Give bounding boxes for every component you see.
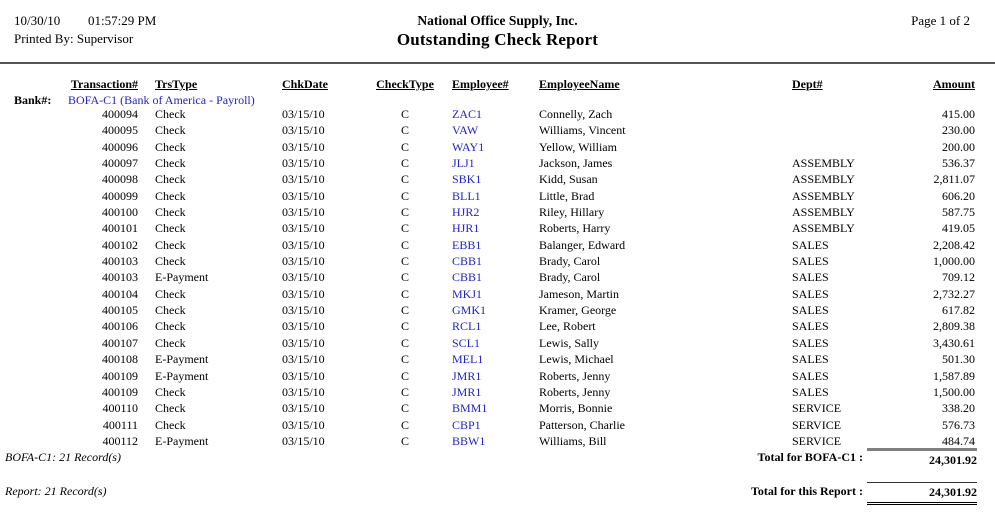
- check-type: C: [400, 172, 409, 187]
- department: SALES: [792, 384, 829, 399]
- check-date: 03/15/10: [282, 417, 325, 432]
- employee-name: Jackson, James: [539, 156, 613, 171]
- table-row: [0, 368, 995, 384]
- check-type: C: [400, 123, 409, 138]
- employee-number-link[interactable]: GMK1: [452, 303, 487, 318]
- department: SALES: [792, 286, 829, 301]
- employee-name: Kramer, George: [539, 303, 617, 318]
- trs-type: Check: [155, 335, 186, 350]
- check-type: C: [400, 401, 409, 416]
- table-rows: [0, 106, 995, 449]
- employee-number-link[interactable]: SCL1: [452, 335, 481, 350]
- check-date: 03/15/10: [282, 221, 325, 236]
- page-number: Page 1 of 2: [911, 13, 970, 28]
- department: SALES: [792, 270, 829, 285]
- bank-record-count: BOFA-C1: 21 Record(s): [5, 450, 121, 464]
- trs-type: Check: [155, 205, 186, 220]
- report-record-count: Report: 21 Record(s): [5, 484, 107, 498]
- trs-type: Check: [155, 123, 186, 138]
- trs-type: Check: [155, 254, 186, 269]
- transaction-number: 400112: [102, 433, 138, 448]
- department: SALES: [792, 352, 829, 367]
- employee-name: Roberts, Jenny: [539, 368, 611, 383]
- employee-name: Little, Brad: [539, 188, 595, 203]
- transaction-number: 400103: [102, 270, 138, 285]
- table-row: [0, 400, 995, 416]
- amount: 1,587.89: [933, 368, 975, 383]
- check-date: 03/15/10: [282, 401, 325, 416]
- transaction-number: 400108: [102, 352, 138, 367]
- amount: 1,000.00: [933, 254, 975, 269]
- department: ASSEMBLY: [792, 205, 855, 220]
- department: SALES: [792, 237, 829, 252]
- table-row: [0, 351, 995, 367]
- check-type: C: [400, 319, 409, 334]
- employee-number-link[interactable]: BMM1: [452, 401, 488, 416]
- table-row: [0, 417, 995, 433]
- check-date: 03/15/10: [282, 270, 325, 285]
- check-type: C: [400, 221, 409, 236]
- transaction-number: 400098: [102, 172, 138, 187]
- trs-type: Check: [155, 384, 186, 399]
- department: ASSEMBLY: [792, 156, 855, 171]
- check-type: C: [400, 352, 409, 367]
- trs-type: E-Payment: [155, 368, 209, 383]
- amount: 415.00: [942, 107, 975, 121]
- check-date: 03/15/10: [282, 172, 325, 187]
- amount: 1,500.00: [933, 384, 975, 399]
- table-row: [0, 286, 995, 302]
- employee-number-link[interactable]: CBP1: [452, 417, 481, 432]
- transaction-number: 400111: [102, 417, 138, 432]
- column-header-chk-date: ChkDate: [282, 77, 329, 91]
- department: SERVICE: [792, 401, 842, 416]
- bank-label: Bank#:: [14, 93, 52, 107]
- employee-number-link[interactable]: HJR2: [452, 205, 480, 220]
- employee-name: Williams, Bill: [539, 433, 607, 448]
- bank-total-amount: 24,301.92: [867, 448, 977, 468]
- employee-name: Roberts, Jenny: [539, 384, 611, 399]
- trs-type: Check: [155, 319, 186, 334]
- employee-number-link[interactable]: BBW1: [452, 433, 486, 448]
- amount: 338.20: [942, 401, 975, 416]
- report-total-row: [0, 482, 995, 504]
- employee-name: Brady, Carol: [539, 270, 601, 285]
- bank-total-label: Total for BOFA-C1 :: [757, 450, 863, 464]
- employee-name: Brady, Carol: [539, 254, 601, 269]
- amount: 617.82: [942, 303, 975, 318]
- check-type: C: [400, 368, 409, 383]
- column-header-dept: Dept#: [792, 77, 823, 91]
- column-header-check-type: CheckType: [376, 77, 434, 91]
- trs-type: E-Payment: [155, 270, 209, 285]
- transaction-number: 400110: [102, 401, 138, 416]
- check-date: 03/15/10: [282, 156, 325, 171]
- transaction-number: 400096: [102, 139, 138, 154]
- check-type: C: [400, 384, 409, 399]
- printed-by: Printed By: Supervisor: [14, 31, 134, 46]
- amount: 230.00: [942, 123, 975, 138]
- check-date: 03/15/10: [282, 188, 325, 203]
- employee-name: Connelly, Zach: [539, 107, 613, 121]
- transaction-number: 400107: [102, 335, 138, 350]
- check-type: C: [400, 335, 409, 350]
- employee-number-link[interactable]: CBB1: [452, 270, 483, 285]
- trs-type: E-Payment: [155, 352, 209, 367]
- table-row: [0, 302, 995, 318]
- employee-number-link[interactable]: SBK1: [452, 172, 482, 187]
- check-date: 03/15/10: [282, 286, 325, 301]
- check-date: 03/15/10: [282, 384, 325, 399]
- employee-name: Kidd, Susan: [539, 172, 598, 187]
- check-date: 03/15/10: [282, 139, 325, 154]
- employee-number-link[interactable]: HJR1: [452, 221, 480, 236]
- report-title: Outstanding Check Report: [396, 30, 599, 49]
- amount: 3,430.61: [933, 335, 975, 350]
- report-total-label: Total for this Report :: [751, 484, 863, 498]
- transaction-number: 400106: [102, 319, 138, 334]
- amount: 2,208.42: [933, 237, 975, 252]
- trs-type: Check: [155, 401, 186, 416]
- employee-name: Lee, Robert: [539, 319, 596, 334]
- check-type: C: [400, 139, 409, 154]
- trs-type: Check: [155, 107, 186, 121]
- employee-name: Jameson, Martin: [539, 286, 619, 301]
- amount: 576.73: [942, 417, 975, 432]
- employee-number-link[interactable]: ZAC1: [452, 107, 482, 121]
- transaction-number: 400102: [102, 237, 138, 252]
- employee-number-link[interactable]: RCL1: [452, 319, 482, 334]
- employee-name: Lewis, Michael: [539, 352, 614, 367]
- check-date: 03/15/10: [282, 335, 325, 350]
- column-header-amount: Amount: [932, 77, 975, 91]
- check-date: 03/15/10: [282, 352, 325, 367]
- table-row: [0, 318, 995, 334]
- check-type: C: [400, 303, 409, 318]
- amount: 2,732.27: [933, 286, 975, 301]
- check-date: 03/15/10: [282, 123, 325, 138]
- column-header-employee-name: EmployeeName: [539, 77, 620, 91]
- transaction-number: 400094: [102, 107, 138, 121]
- transaction-number: 400100: [102, 205, 138, 220]
- transaction-number: 400109: [102, 384, 138, 399]
- trs-type: Check: [155, 156, 186, 171]
- table-row: [0, 188, 995, 204]
- table-row: [0, 220, 995, 236]
- bank-account-link[interactable]: BOFA-C1 (Bank of America - Payroll): [68, 93, 255, 107]
- check-date: 03/15/10: [282, 237, 325, 252]
- employee-number-link[interactable]: CBB1: [452, 254, 483, 269]
- table-row: [0, 122, 995, 138]
- amount: 709.12: [942, 270, 975, 285]
- check-type: C: [400, 107, 409, 121]
- trs-type: Check: [155, 139, 186, 154]
- department: SERVICE: [792, 417, 842, 432]
- employee-name: Yellow, William: [539, 139, 617, 154]
- employee-number-link[interactable]: MKJ1: [452, 286, 483, 301]
- transaction-number: 400105: [102, 303, 138, 318]
- table-row: [0, 155, 995, 171]
- report-total-amount: 24,301.92: [867, 482, 977, 505]
- check-type: C: [400, 433, 409, 448]
- amount: 536.37: [942, 156, 975, 171]
- check-date: 03/15/10: [282, 368, 325, 383]
- amount: 2,809.38: [933, 319, 975, 334]
- table-row: [0, 269, 995, 285]
- department: SERVICE: [792, 433, 842, 448]
- check-type: C: [400, 286, 409, 301]
- transaction-number: 400095: [102, 123, 138, 138]
- employee-number-link[interactable]: MEL1: [452, 352, 484, 367]
- check-type: C: [400, 156, 409, 171]
- amount: 419.05: [942, 221, 975, 236]
- employee-number-link[interactable]: JMR1: [452, 384, 482, 399]
- check-type: C: [400, 188, 409, 203]
- transaction-number: 400099: [102, 188, 138, 203]
- table-row: [0, 106, 995, 122]
- employee-number-link[interactable]: WAY1: [452, 139, 485, 154]
- trs-type: Check: [155, 303, 186, 318]
- company-name: National Office Supply, Inc.: [417, 13, 578, 28]
- amount: 587.75: [942, 205, 975, 220]
- transaction-number: 400101: [102, 221, 138, 236]
- employee-name: Riley, Hillary: [539, 205, 605, 220]
- amount: 501.30: [942, 352, 975, 367]
- department: SALES: [792, 335, 829, 350]
- trs-type: Check: [155, 221, 186, 236]
- trs-type: Check: [155, 188, 186, 203]
- employee-number-link[interactable]: EBB1: [452, 237, 482, 252]
- trs-type: Check: [155, 417, 186, 432]
- header-divider: [0, 62, 995, 64]
- amount: 606.20: [942, 188, 975, 203]
- employee-name: Lewis, Sally: [539, 335, 599, 350]
- amount: 2,811.07: [933, 172, 975, 187]
- check-type: C: [400, 417, 409, 432]
- column-header-row: [0, 76, 995, 93]
- column-header-transaction: Transaction#: [70, 77, 138, 91]
- table-row: [0, 335, 995, 351]
- table-row: [0, 384, 995, 400]
- column-header-employee-number: Employee#: [452, 77, 509, 91]
- department: ASSEMBLY: [792, 221, 855, 236]
- check-date: 03/15/10: [282, 303, 325, 318]
- check-date: 03/15/10: [282, 107, 325, 121]
- trs-type: Check: [155, 237, 186, 252]
- bank-total-row: [0, 448, 995, 470]
- employee-number-link[interactable]: JLJ1: [452, 156, 475, 171]
- trs-type: Check: [155, 286, 186, 301]
- employee-name: Roberts, Harry: [539, 221, 611, 236]
- check-type: C: [400, 270, 409, 285]
- transaction-number: 400097: [102, 156, 138, 171]
- check-date: 03/15/10: [282, 205, 325, 220]
- employee-name: Morris, Bonnie: [539, 401, 613, 416]
- department: ASSEMBLY: [792, 188, 855, 203]
- employee-number-link[interactable]: BLL1: [452, 188, 481, 203]
- table-row: [0, 433, 995, 449]
- check-date: 03/15/10: [282, 319, 325, 334]
- table-row: [0, 237, 995, 253]
- employee-name: Balanger, Edward: [539, 237, 626, 252]
- department: SALES: [792, 303, 829, 318]
- print-time: 01:57:29 PM: [88, 13, 157, 28]
- check-date: 03/15/10: [282, 254, 325, 269]
- employee-number-link[interactable]: JMR1: [452, 368, 482, 383]
- table-row: [0, 253, 995, 269]
- transaction-number: 400104: [102, 286, 138, 301]
- employee-number-link[interactable]: VAW: [452, 123, 479, 138]
- trs-type: E-Payment: [155, 433, 209, 448]
- table-row: [0, 171, 995, 187]
- check-type: C: [400, 205, 409, 220]
- amount: 484.74: [942, 433, 975, 448]
- print-date: 10/30/10: [14, 13, 61, 28]
- department: SALES: [792, 254, 829, 269]
- department: ASSEMBLY: [792, 172, 855, 187]
- check-type: C: [400, 237, 409, 252]
- check-date: 03/15/10: [282, 433, 325, 448]
- transaction-number: 400103: [102, 254, 138, 269]
- employee-name: Williams, Vincent: [539, 123, 626, 138]
- department: SALES: [792, 319, 829, 334]
- table-row: [0, 139, 995, 155]
- column-header-trs-type: TrsType: [155, 77, 198, 91]
- trs-type: Check: [155, 172, 186, 187]
- employee-name: Patterson, Charlie: [539, 417, 625, 432]
- table-row: [0, 204, 995, 220]
- department: SALES: [792, 368, 829, 383]
- check-type: C: [400, 254, 409, 269]
- amount: 200.00: [942, 139, 975, 154]
- transaction-number: 400109: [102, 368, 138, 383]
